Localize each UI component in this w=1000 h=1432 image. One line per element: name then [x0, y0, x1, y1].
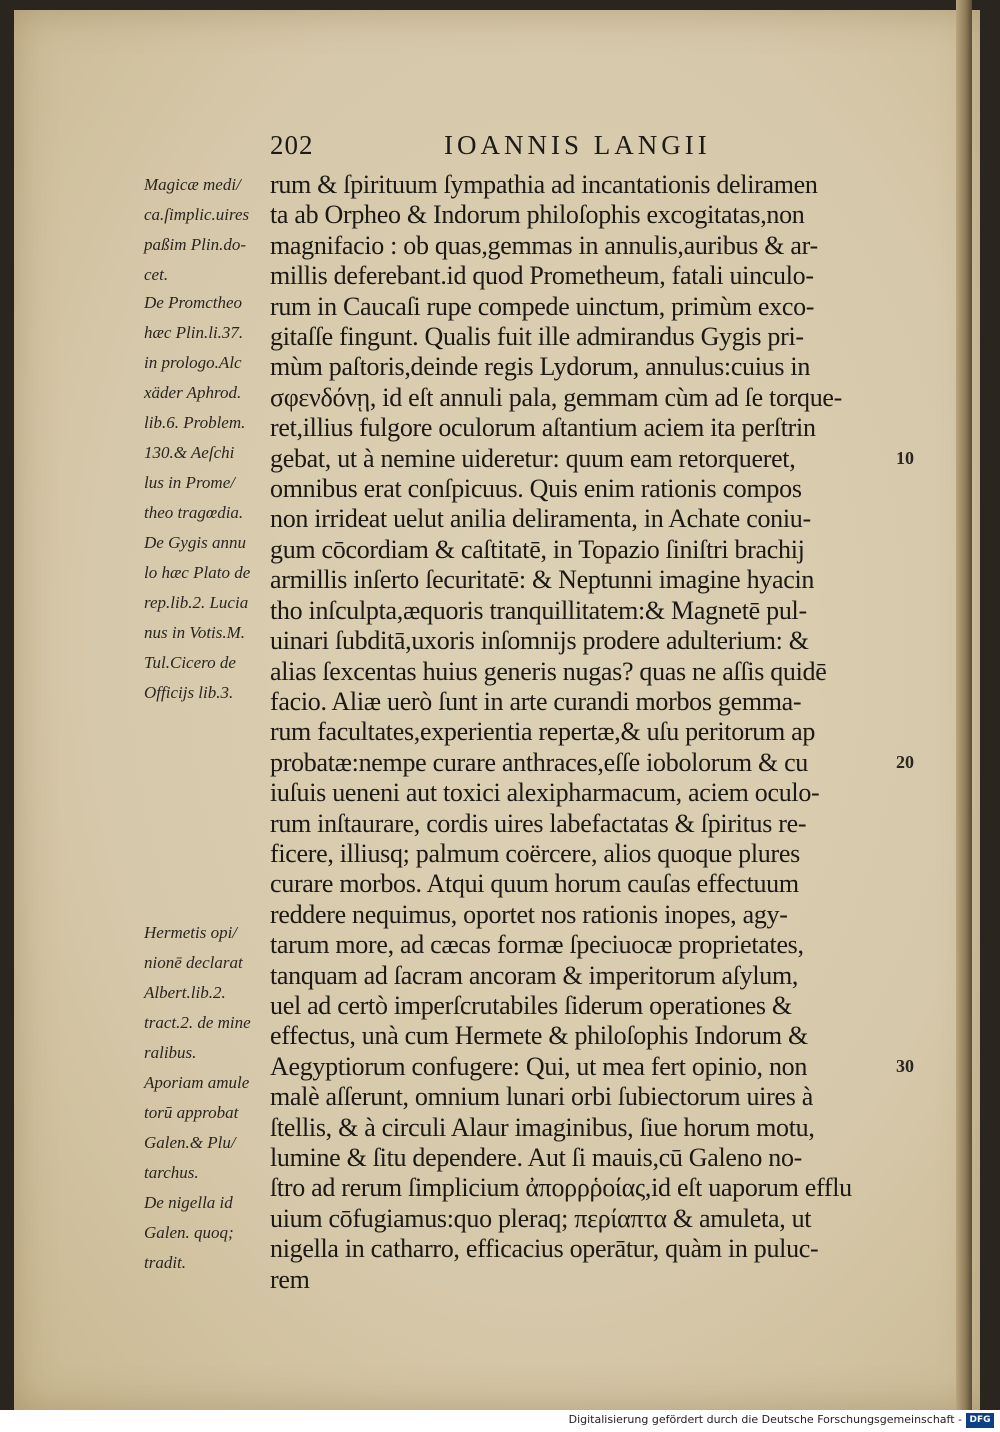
text-line: lumine & ſitu dependere. Aut ſi mauis,cū Galeno no- — [270, 1143, 803, 1172]
page-edge — [956, 0, 972, 1410]
page-header — [14, 130, 980, 166]
page-number: 202 — [270, 130, 314, 160]
text-line: ſtro ad rerum ſimplicium ἀπορρῥοίας,id eſt uaporum efflu — [270, 1173, 852, 1203]
book-page — [14, 10, 980, 1410]
text-line: facio. Aliæ uerò ſunt in arte curandi morbos gemma- — [270, 686, 802, 716]
running-head: IOANNIS LANGII — [444, 130, 711, 160]
text-line: reddere nequimus, oportet nos rationis inopes, agy- — [270, 899, 788, 929]
text-line: uel ad certò imperſcrutabiles ſiderum operationes & — [270, 990, 792, 1020]
text-line: ta ab Orpheo & Indorum philoſophis excogitatas,non — [270, 200, 805, 230]
text-line: rum inſtaurare, cordis uires labefactatas & ſpiritus re- — [270, 808, 807, 838]
line-number: 10 — [896, 447, 914, 468]
text-line: ficere, illiusq; palmum coërcere, alios quoque plures — [270, 838, 800, 868]
footer-credit: Digitalisierung gefördert durch die Deutsche Forschungsgemeinschaft - — [568, 1413, 962, 1426]
text-line: gum cōcordiam & caſtitatē, in Topazio ſiniſtri brachij — [270, 534, 805, 564]
text-line: tanquam ad ſacram ancoram & imperitorum aſylum, — [270, 960, 799, 990]
text-line: effectus, unà cum Hermete & philoſophis Indorum & — [270, 1021, 808, 1051]
text-line: alias ſexcentas huius generis nugas? quas ne aſſis quidē — [270, 656, 827, 686]
text-line: uinari ſubditā,uxoris inſomnijs prodere adulterium: & — [270, 626, 809, 656]
text-line: ſtellis, & à circuli Alaur imaginibus, ſiue horum motu, — [270, 1112, 815, 1142]
text-line: ret,illius fulgore oculorum aſtantium aciem ita perſtrin — [270, 413, 816, 443]
text-line: rum in Caucaſi rupe compede uinctum, primùm exco- — [270, 291, 815, 321]
marginal-note: Hermetis opi/ nionē declarat Albert.lib.2. tract.2. de mine ralibus. Aporiam amule torū approbat Galen.& Plu/ tarchus. De nigella id Galen. quoq; tradit. — [144, 923, 251, 1272]
text-line: rum facultates,experientia repertæ,& uſu peritorum ap — [270, 717, 816, 747]
text-line: gebat, ut à nemine uideretur: quum eam retorqueret, — [270, 443, 796, 473]
text-line: probatæ:nempe curare anthraces,eſſe iobolorum & cu — [270, 747, 809, 777]
text-line: iuſuis ueneni aut toxici alexipharmacum, aciem oculo- — [270, 778, 820, 808]
text-line: uium cōfugiamus:quo pleraq; περίαπτα & amuleta, ut — [270, 1203, 812, 1233]
line-number: 30 — [896, 1055, 914, 1076]
text-line: Aegyptiorum confugere: Qui, ut mea fert opinio, non — [270, 1051, 808, 1081]
text-line: rem — [270, 1264, 310, 1294]
text-line: tarum more, ad cæcas formæ ſpeciuocæ proprietates, — [270, 930, 804, 960]
text-line: curare morbos. Atqui quum horum cauſas effectuum — [270, 869, 799, 899]
text-line: malè aſſerunt, omnium lunari orbi ſubiectorum uires à — [270, 1082, 813, 1112]
text-line: σφενδόνῃ, id eſt annuli pala, gemmam cùm ad ſe torque- — [270, 382, 842, 412]
text-line: millis deferebant.id quod Prometheum, fatali uinculo- — [270, 261, 814, 291]
marginal-note: De Promctheo hæc Plin.li.37. in prologo.Alc xäder Aphrod. lib.6. Problem. 130.& Aeſchi lus in Prome/ theo tragœdia. De Gygis annu lo hæc Plato de rep.lib.2. Lucia nus in Votis.M. Tul.Cicero de Officijs lib.3. — [144, 293, 251, 702]
text-line: gitaſſe fingunt. Qualis fuit ille admirandus Gygis pri- — [270, 322, 804, 352]
text-line: armillis inſerto ſecuritatē: & Neptunni imagine hyacin — [270, 565, 815, 595]
line-number: 20 — [896, 751, 914, 772]
dfg-logo: DFG — [966, 1413, 994, 1428]
text-line: omnibus erat conſpicuus. Quis enim rationis compos — [270, 474, 802, 504]
text-line: tho inſculpta,æquoris tranquillitatem:& Magnetē pul- — [270, 595, 807, 625]
marginal-note: Magicæ medi/ ca.ſimplic.uires paßim Plin.do- cet. — [144, 175, 250, 284]
main-text-column — [270, 170, 900, 1295]
text-line: magnifacio : ob quas,gemmas in annulis,auribus & ar- — [270, 230, 818, 260]
footer-bar — [0, 1410, 1000, 1432]
text-line: nigella in catharro, efficacius operātur, quàm in puluc- — [270, 1234, 819, 1264]
text-line: rum & ſpirituum ſympathia ad incantationis deliramen — [270, 170, 818, 199]
text-line: non irrideat uelut anilia deliramenta, in Achate coniu- — [270, 504, 811, 534]
text-line: mùm paſtoris,deinde regis Lydorum, annulus:cuius in — [270, 352, 811, 382]
